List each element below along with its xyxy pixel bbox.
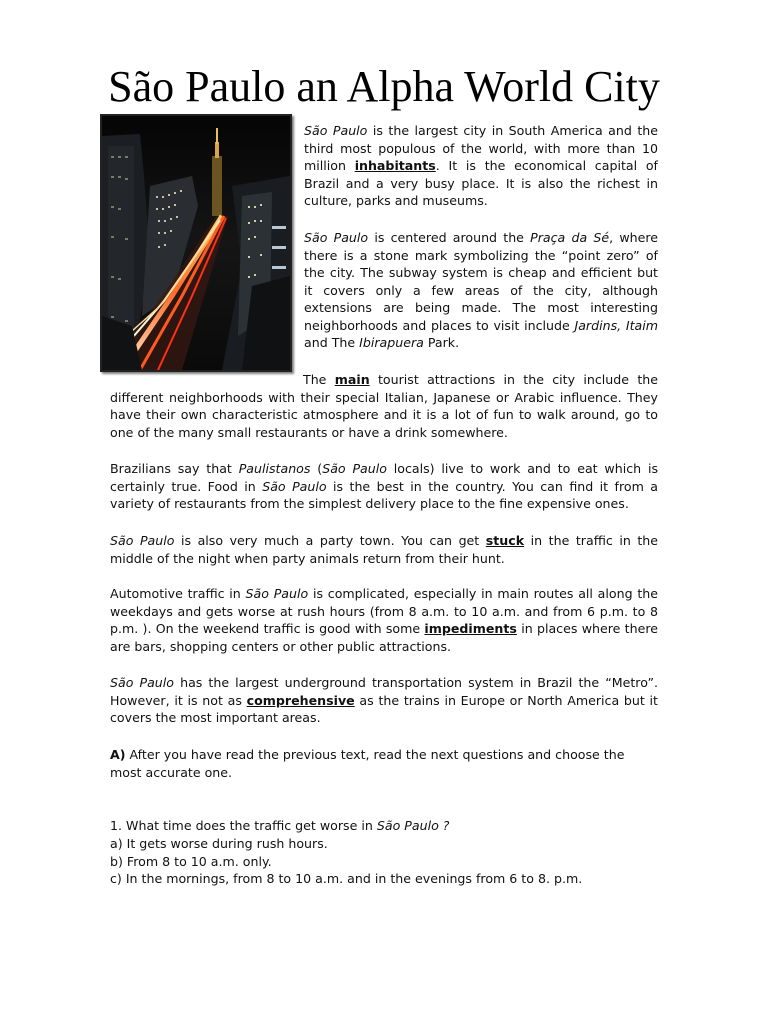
sao-paulo-night-photo	[100, 114, 292, 372]
text-run: is the best in the country. You can find it from a variety of restaurants from the simplest delivery place to the fine expensive ones.	[110, 478, 658, 511]
italic-text: São Paulo	[322, 461, 387, 476]
paragraph-intro	[304, 122, 658, 210]
question-block	[110, 817, 658, 888]
italic-text: São Paulo	[245, 586, 309, 601]
text-run: is centered around the	[368, 230, 531, 245]
paragraph-food	[110, 460, 658, 513]
vocabulary-word: comprehensive	[246, 692, 355, 708]
text-run: as the trains in Europe or North America but it covers the most important areas.	[110, 692, 658, 725]
vocabulary-word: impediments	[424, 621, 517, 636]
document-title: São Paulo an Alpha World City	[108, 62, 660, 111]
paragraph-party	[110, 532, 658, 567]
text-run: Brazilians say that	[110, 461, 239, 476]
text-run: (	[310, 461, 323, 476]
vocabulary-word: stuck	[485, 533, 525, 548]
paragraph-traffic	[110, 585, 658, 655]
text-run: After you have read the previous text, read the next questions and choose the most accurate one.	[110, 747, 625, 780]
paragraph-attractions	[110, 371, 658, 441]
text-run: is the largest city in South America and the third most populous of the world, with more than 10 million	[304, 123, 658, 173]
paragraph-metro	[110, 674, 658, 727]
text-run: , where there is a stone mark symbolizing the “point zero” of the city. The subway system is cheap and efficient but it covers only a few areas of the city, although extensions are being made. The most interesting neighborhoods and places to visit include	[304, 230, 659, 333]
text-run: in places where there are bars, shopping centers or other public attractions.	[110, 621, 658, 654]
answer-option-b: b) From 8 to 10 a.m. only.	[110, 853, 272, 869]
vocabulary-word: inhabitants	[354, 158, 436, 173]
italic-text: Jardins, Itaim	[574, 317, 658, 333]
text-run: is also very much a party town. You can get	[174, 533, 486, 548]
italic-text: São Paulo	[110, 675, 174, 690]
paragraph-instructions	[110, 746, 658, 781]
answer-option-c: c) In the mornings, from 8 to 10 a.m. and in the evenings from 6 to 8. p.m.	[110, 871, 583, 887]
text-run: is complicated, especially in main routes all along the weekdays and gets worse at rush hours (from 8 a.m. to 10 a.m. and from 6 p.m. to 8 p.m. ). On the weekend traffic is good with some	[110, 586, 658, 636]
italic-text: Paulistanos	[238, 461, 311, 476]
vocabulary-word: main	[334, 372, 370, 387]
text-run: locals) live to work and to eat which is certainly true. Food in	[110, 461, 659, 494]
question-stem	[110, 817, 658, 835]
text-run: in the traffic in the middle of the night when party animals return from their hunt.	[110, 533, 659, 566]
italic-text: São Paulo	[304, 123, 368, 138]
question-stem-italic: São Paulo ?	[376, 818, 450, 833]
italic-text: Praça da Sé	[530, 230, 610, 245]
text-run: Automotive traffic in	[110, 586, 246, 601]
italic-text: Ibirapuera	[359, 335, 424, 350]
text-run: The	[303, 372, 335, 387]
answer-option-a: a) It gets worse during rush hours.	[110, 835, 328, 851]
text-run: . It is the economical capital of Brazil and a very busy place. It is also the richest in culture, parks and museums.	[304, 158, 658, 208]
paragraph-center	[304, 229, 658, 352]
text-run: has the largest underground transportation system in Brazil the “Metro”. However, it is not as	[110, 675, 658, 708]
text-run: tourist attractions in the city include the different neighborhoods with their special Italian, Japanese or Arabic influence. They have their own characteristic atmosphere and it is a lot of fun to walk around, go to one of the many small restaurants or have a drink somewhere.	[110, 372, 658, 440]
italic-text: São Paulo	[304, 230, 369, 245]
bold-label: A)	[110, 747, 126, 762]
italic-text: São Paulo	[110, 533, 175, 548]
italic-text: São Paulo	[262, 478, 327, 494]
text-run: and The	[304, 335, 360, 350]
text-run: Park.	[423, 335, 460, 350]
question-stem-text: 1. What time does the traffic get worse in	[110, 818, 377, 833]
